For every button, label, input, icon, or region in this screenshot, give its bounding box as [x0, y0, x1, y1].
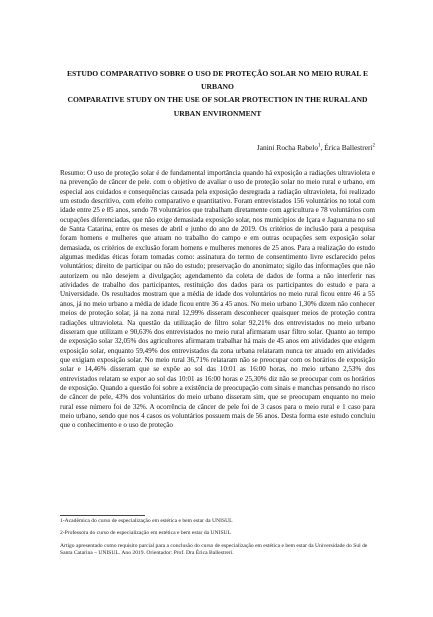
title-english: COMPARATIVE STUDY ON THE USE OF SOLAR PROTECTION IN THE RURAL AND URBAN ENVIRONMENT: [67, 95, 368, 118]
footnote-1: 1-Acadêmica do curso de especialização em estética e bem estar da UNISUL: [60, 518, 233, 524]
title-portuguese: ESTUDO COMPARATIVO SOBRE O USO DE PROTEÇÃO SOLAR NO MEIO RURAL E URBANO: [66, 69, 369, 92]
author-separator: ,: [320, 143, 325, 152]
author-1-mark: 1: [318, 143, 321, 149]
footnote-2: 2-Professora do curso de especialização em estética e bem estar da UNISUL: [60, 530, 232, 537]
footnote-divider: [60, 515, 145, 516]
author-2-mark: 2: [372, 143, 375, 149]
abstract-text: Resumo: O uso de proteção solar é de fundamental importância quando há exposição a radiações ultravioleta e na prevenção de câncer de pele. com o objetivo de avaliar o uso de proteção solar no meio rural e urbano, em especial aos cuidados e consequências causada pela exposição desregrada a radiação ultravioleta, foi realizado um estudo descritivo, com efeito comparativo e quantitativo. Foram entrevistados 156 voluntários no total com idade entre 25 e 85 anos, sendo 78 voluntários que trabalham diretamente com agricultura e 78 voluntários com ocupações diferenciadas, que não exige demasiada exposição solar, nos municípios de Içara e Jaguaruna no sul de Santa Catarina, entre os meses de abril e junho do ano de 2019. Os critérios de inclusão para a pesquisa foram homens e mulheres que atuam no trabalho do campo e em outras ocupações sem exposição solar demasiada, os critérios de exclusão foram homens e mulheres menores de 25 anos. Para a realização do estudo algumas medidas éticas foram tomadas como: assinatura do termo de consentimento livre esclarecido pelos voluntários; direito de participar ou não do estudo; preservação do anonimato; sigilo das informações que não autorizem ou não desejem a divulgação; agendamento da coleta de dados de forma a não interferir nas atividades de trabalho dos participantes, restituição dos dados para os participantes do estudo e para a Universidade. Os resultados mostram que a média de idade dos voluntários no meio rural ficou entre 46 a 55 anos, já no meio urbano a média de idade ficou entre 36 a 45 anos. No meio urbano 1,30% dizem não conhecer meios de proteção solar, já na zona rural 12,99% disseram desconhecer quaisquer meios de proteção contra radiações ultravioleta. Na questão da utilização de filtro solar 92,21% dos entrevistados no meio urbano disseram que utilizam e 90,63% dos entrevistados no meio rural afirmaram usar filtro solar. Quanto ao tempo de exposição solar 32,05% dos agricultores afirmaram trabalhar há mais de 45 anos em atividades que exigem exposição solar, enquanto 59,49% dos entrevistados da zona urbana relataram nunca ter atuado em atividades que exigiam exposição solar. No meio rural 36,71% relataram não se preocupar com os horários de exposição solar e 14,46% disseram que se expõe ao sol das 10:01 as 16:00 horas, no meio urbano 2,53% dos entrevistados relatam se expor ao sol das 10:01 as 16:00 horas e 25,30% diz não se preocupar com os horários de exposição. Quando a questão foi sobre a existência de preocupação com sinais e manchas pensando no risco de câncer de pele, 43% dos voluntários do meio urbano disseram sim, que se preocupam enquanto no meio rural esse número foi de 32%. A ocorrência de câncer de pele foi de 3 casos para o meio rural e 1 caso para meio urbano, sendo que nos 4 casos os voluntários possuem mais de 56 anos. Desta forma este estudo concluiu que o conhecimento e o uso de proteção: [60, 169, 375, 430]
footnote-3: Artigo apresentado como requisito parcial para a conclusão do curso de especialização em estética e bem estar da Universidade do Sul de Santa Catarina – UNISUL. Ano 2019. Orientador: Prof. Dra Érica Ballestreri.: [60, 542, 368, 557]
author-line: [257, 143, 375, 152]
footnotes: [60, 518, 375, 558]
author-1: Janini Rocha Rabelo: [256, 143, 319, 152]
author-2: Érica Ballestreri: [324, 143, 373, 152]
title-block: [60, 67, 375, 120]
